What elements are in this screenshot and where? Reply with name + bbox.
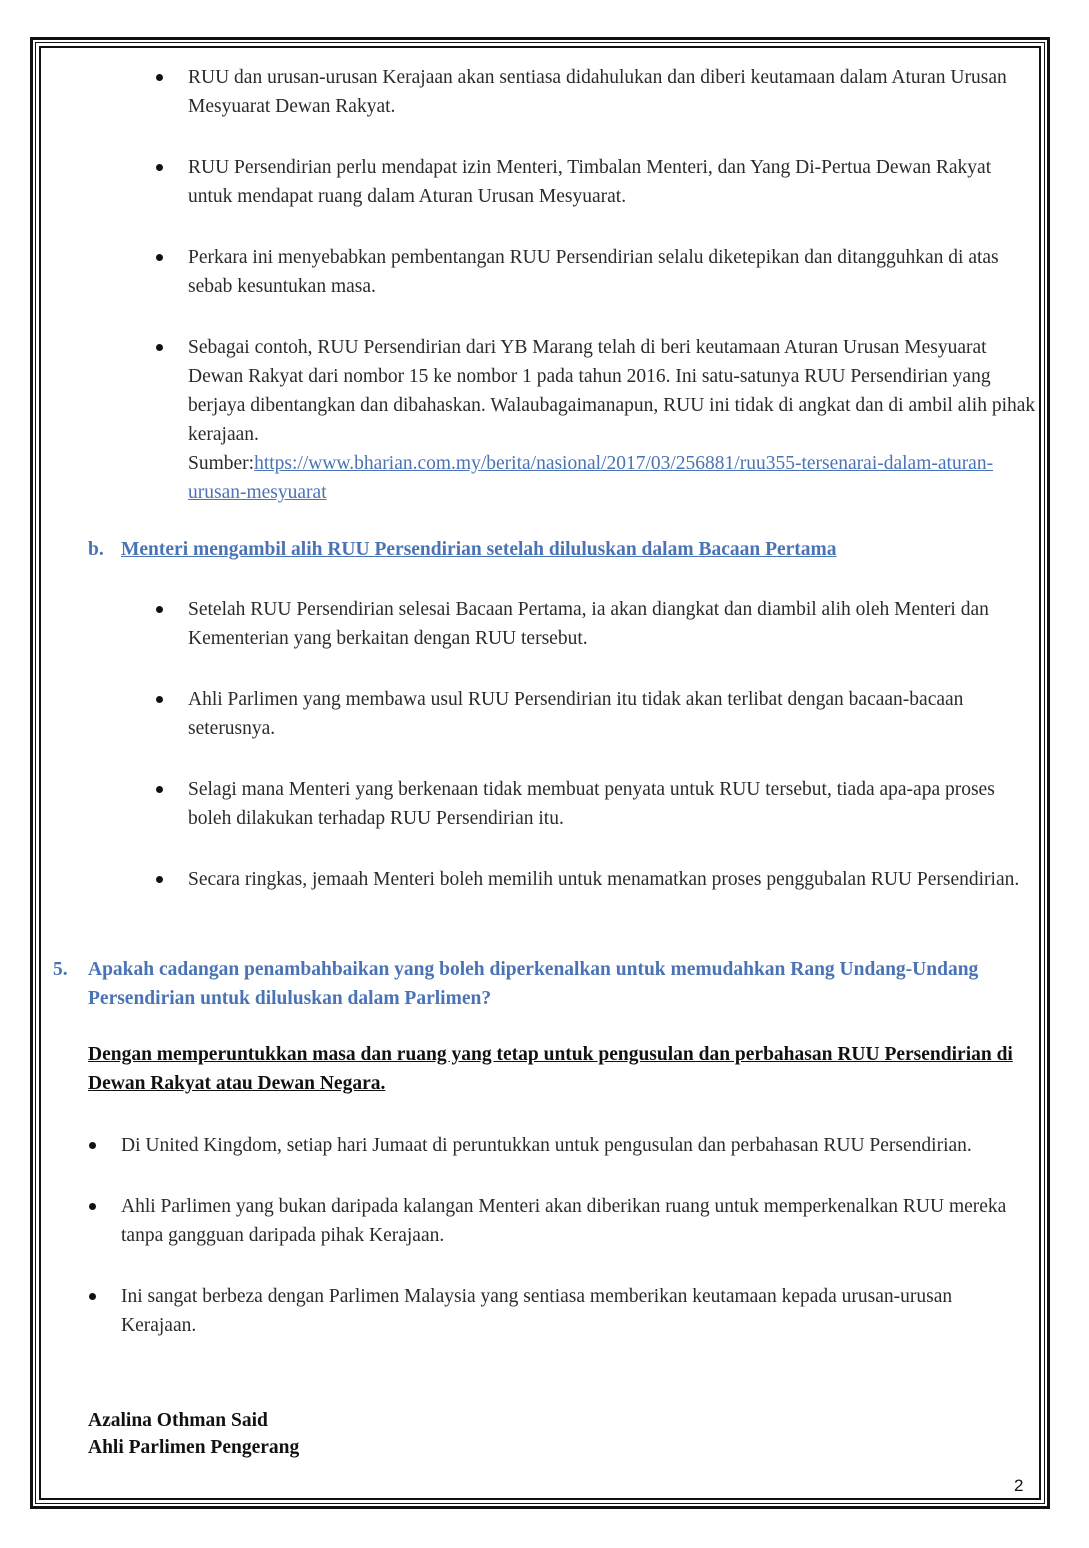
page-number: 2 <box>1014 1476 1024 1495</box>
signature-block <box>88 1407 299 1461</box>
list-item: Selagi mana Menteri yang berkenaan tidak membuat penyata untuk RUU tersebut, tiada apa-apa proses boleh dilakukan terhadap RUU Persendirian itu. <box>188 775 1038 833</box>
question-5-heading <box>53 955 1033 1013</box>
signature-name: Azalina Othman Said <box>88 1410 268 1431</box>
list-item: RUU Persendirian perlu mendapat izin Menteri, Timbalan Menteri, dan Yang Di-Pertua Dewan Rakyat untuk mendapat ruang dalam Aturan Urusan Mesyuarat. <box>188 153 1038 211</box>
section-a-bullet-list <box>188 63 1038 507</box>
list-item: Secara ringkas, jemaah Menteri boleh memilih untuk menamatkan proses penggubalan RUU Persendirian. <box>188 865 1038 894</box>
section-b-label: b. <box>88 539 104 560</box>
question-5-bullet-list <box>121 1131 1031 1340</box>
list-item: Di United Kingdom, setiap hari Jumaat di peruntukkan untuk pengusulan dan perbahasan RUU Persendirian. <box>121 1131 1031 1160</box>
section-b-heading <box>88 535 1028 564</box>
list-item: Ahli Parlimen yang membawa usul RUU Persendirian itu tidak akan terlibat dengan bacaan-bacaan seterusnya. <box>188 685 1038 743</box>
section-b-bullet-list <box>188 595 1038 894</box>
source-line <box>188 449 1038 507</box>
list-item <box>188 333 1038 507</box>
list-item: Ini sangat berbeza dengan Parlimen Malaysia yang sentiasa memberikan keutamaan kepada urusan-urusan Kerajaan. <box>121 1282 1031 1340</box>
question-5-answer: Dengan memperuntukkan masa dan ruang yang tetap untuk pengusulan dan perbahasan RUU Persendirian di Dewan Rakyat atau Dewan Negara. <box>88 1044 1013 1094</box>
question-5-text: Apakah cadangan penambahbaikan yang boleh diperkenalkan untuk memudahkan Rang Undang-Undang Persendirian untuk diluluskan dalam Parlimen? <box>88 959 979 1009</box>
list-item: Ahli Parlimen yang bukan daripada kalangan Menteri akan diberikan ruang untuk memperkenalkan RUU mereka tanpa gangguan daripada pihak Kerajaan. <box>121 1192 1031 1250</box>
question-5-number: 5. <box>53 959 68 980</box>
source-label: Sumber: <box>188 453 255 474</box>
source-link[interactable]: https://www.bharian.com.my/berita/nasional/2017/03/256881/ruu355-tersenarai-dalam-aturan-urusan-mesyuarat <box>188 453 994 503</box>
list-item: Setelah RUU Persendirian selesai Bacaan Pertama, ia akan diangkat dan diambil alih oleh Menteri dan Kementerian yang berkaitan dengan RUU tersebut. <box>188 595 1038 653</box>
list-item: RUU dan urusan-urusan Kerajaan akan sentiasa didahulukan dan diberi keutamaan dalam Aturan Urusan Mesyuarat Dewan Rakyat. <box>188 63 1038 121</box>
list-item: Perkara ini menyebabkan pembentangan RUU Persendirian selalu diketepikan dan ditangguhkan di atas sebab kesuntukan masa. <box>188 243 1038 301</box>
section-b-heading-text: Menteri mengambil alih RUU Persendirian setelah diluluskan dalam Bacaan Pertama <box>121 539 837 560</box>
signature-title: Ahli Parlimen Pengerang <box>88 1437 300 1458</box>
example-text: Sebagai contoh, RUU Persendirian dari YB Marang telah di beri keutamaan Aturan Urusan Mesyuarat Dewan Rakyat dari nombor 15 ke nombor 1 pada tahun 2016. Ini satu-satunya RUU Persendirian yang berjaya dibentangkan dan dibahaskan. Walaubagaimanapun, RUU ini tidak di angkat dan di ambil alih pihak kerajaan. <box>188 337 1036 445</box>
